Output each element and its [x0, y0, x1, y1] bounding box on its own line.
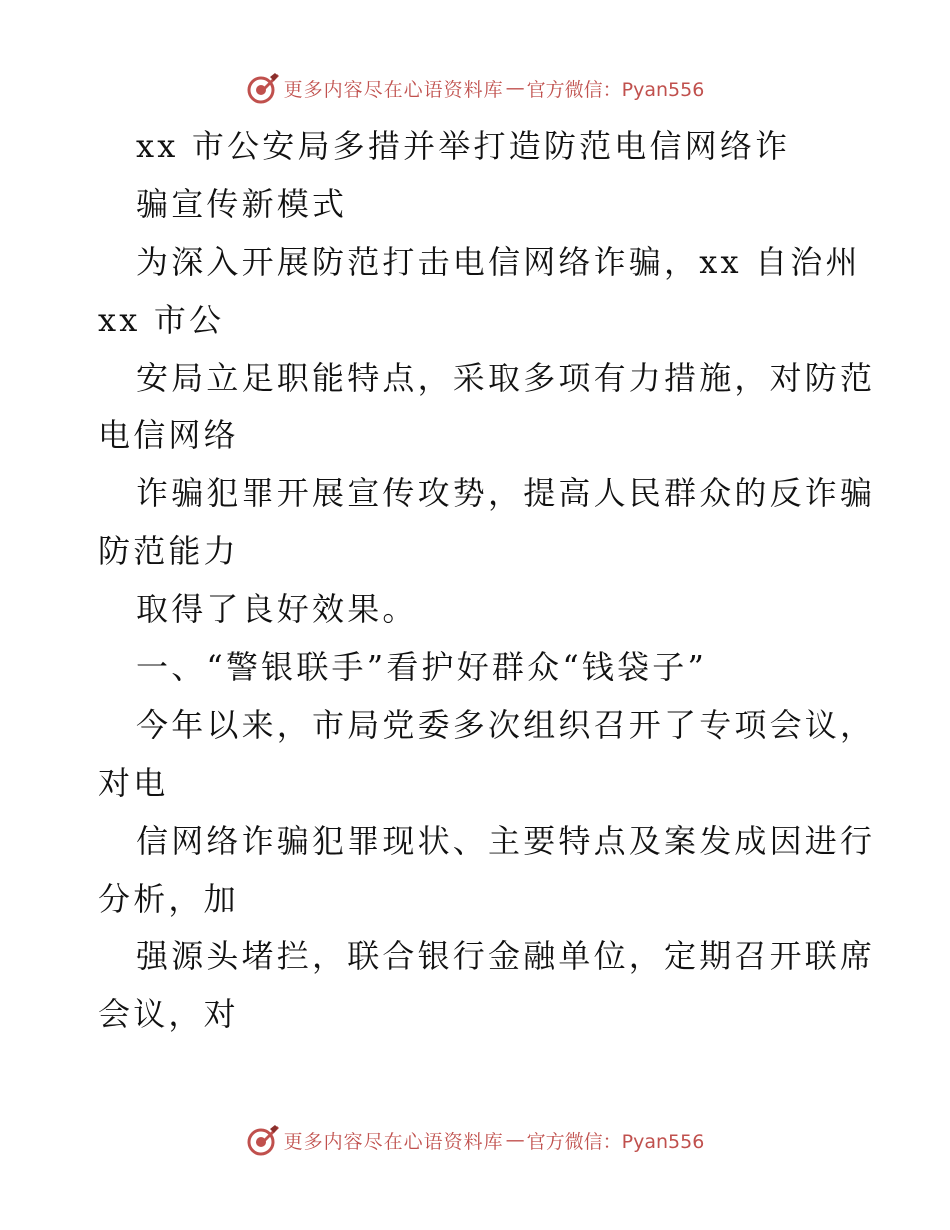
text-line: 今年以来，市局党委多次组织召开了专项会议，: [136, 705, 876, 744]
text-line: 电信网络: [98, 416, 239, 455]
text-line: 安局立足职能特点，采取多项有力措施，对防范: [136, 358, 876, 397]
text-line: 诈骗犯罪开展宣传攻势，提高人民群众的反诈骗: [136, 474, 876, 513]
text-line: 对电: [98, 763, 169, 802]
footer-watermark: [0, 1120, 950, 1160]
text-line: xx 市公: [98, 300, 225, 339]
text-line: 防范能力: [98, 532, 239, 571]
text-line: 骗宣传新模式: [136, 184, 348, 223]
header-watermark: [0, 68, 950, 108]
watermark-brand: 更多内容尽在心语资料库: [283, 1130, 504, 1153]
quill-seal-icon: [246, 1123, 280, 1157]
text-line: xx 市公安局多措并举打造防范电信网络诈: [136, 127, 791, 165]
text-line: 为深入开展防范打击电信网络诈骗，xx 自治州: [136, 242, 861, 281]
text-line: 会议，对: [98, 995, 239, 1034]
watermark-separator: —: [505, 77, 525, 99]
watermark-brand: 更多内容尽在心语资料库: [283, 78, 504, 101]
watermark-contact: 官方微信：Pyan556: [526, 1130, 705, 1153]
text-line: 取得了良好效果。: [136, 590, 418, 629]
text-line: 分析，加: [98, 879, 239, 918]
watermark-contact: 官方微信：Pyan556: [526, 78, 705, 101]
quill-seal-icon: [246, 71, 280, 105]
document-body: [98, 118, 876, 1044]
text-line: 强源头堵拦，联合银行金融单位，定期召开联席: [136, 937, 876, 976]
text-line: 信网络诈骗犯罪现状、主要特点及案发成因进行: [136, 821, 876, 860]
text-line: 一、“警银联手”看护好群众“钱袋子”: [136, 648, 708, 687]
watermark-separator: —: [505, 1129, 525, 1151]
